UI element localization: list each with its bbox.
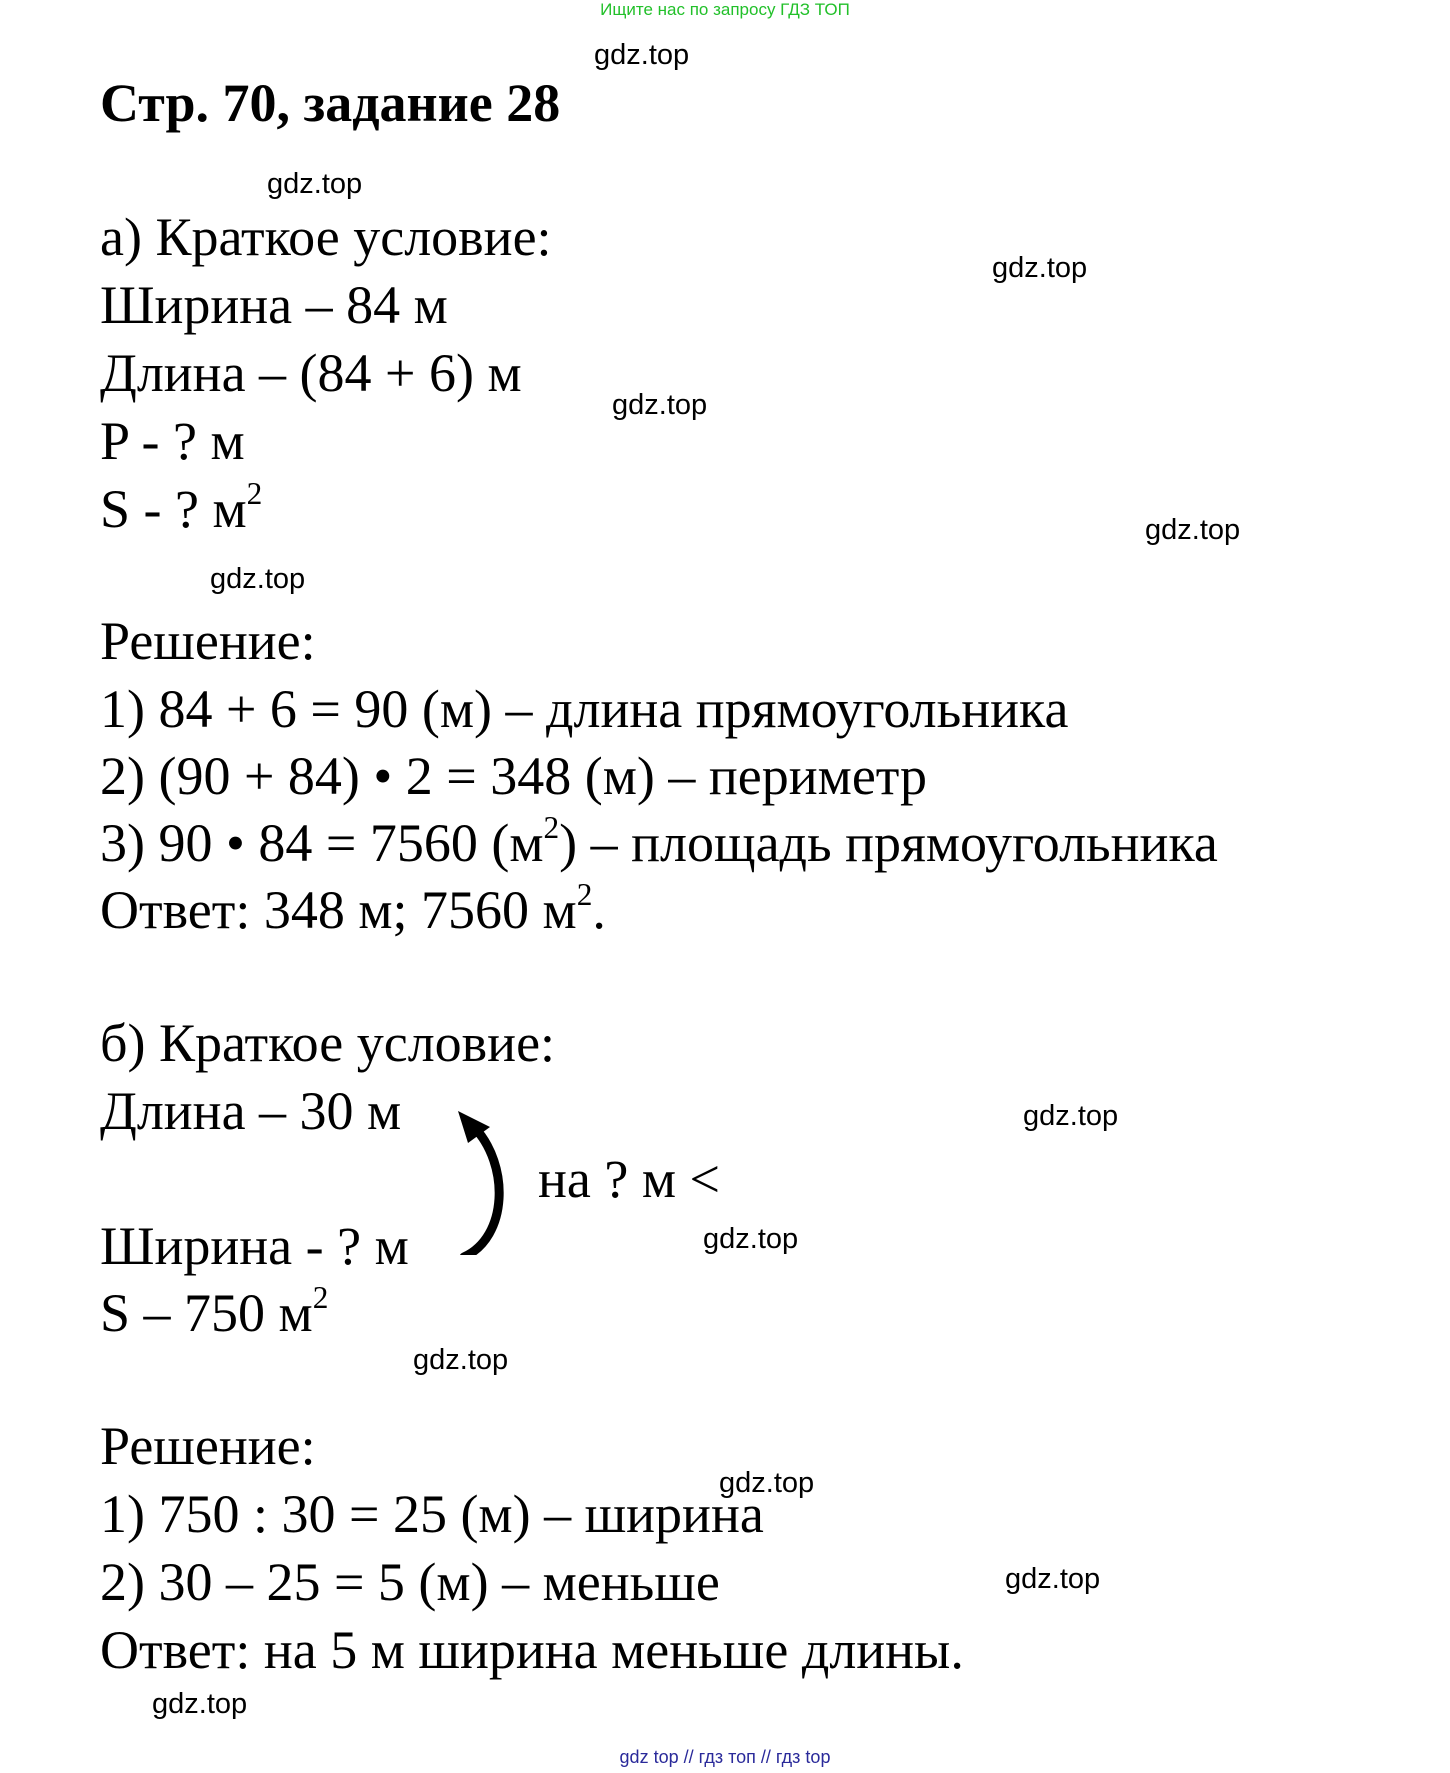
watermark: gdz.top xyxy=(612,389,708,421)
part-a-answer-pre: Ответ: 348 м; 7560 м xyxy=(100,880,577,940)
part-b-step-1: 1) 750 : 30 = 25 (м) – ширина xyxy=(100,1484,764,1544)
part-a-answer-post: . xyxy=(592,880,606,940)
part-a-answer xyxy=(100,877,606,951)
watermark: gdz.top xyxy=(1145,514,1241,546)
watermark: gdz.top xyxy=(1023,1100,1119,1132)
part-a-solution-heading: Решение: xyxy=(100,611,316,671)
part-a-area xyxy=(100,476,262,550)
part-b-answer: Ответ: на 5 м ширина меньше длины. xyxy=(100,1620,964,1680)
part-a-step-3 xyxy=(100,810,1218,884)
watermark: gdz.top xyxy=(594,39,690,71)
part-a-answer-exponent: 2 xyxy=(576,876,593,912)
watermark: gdz.top xyxy=(210,563,306,595)
watermark: gdz.top xyxy=(152,1688,248,1720)
comparison-arrow-icon xyxy=(450,1105,530,1255)
part-b-width: Ширина - ? м xyxy=(100,1216,409,1276)
part-a-step-2: 2) (90 + 84) • 2 = 348 (м) – периметр xyxy=(100,746,928,806)
part-b-heading: б) Краткое условие: xyxy=(100,1013,556,1073)
part-a-width: Ширина – 84 м xyxy=(100,275,448,335)
part-a-step-3-post: ) – площадь прямоугольника xyxy=(559,813,1218,873)
part-a-area-text: S - ? м xyxy=(100,479,247,539)
part-a-length: Длина – (84 + 6) м xyxy=(100,343,522,403)
watermark: gdz.top xyxy=(703,1223,799,1255)
part-a-step-3-pre: 3) 90 • 84 = 7560 (м xyxy=(100,813,544,873)
part-b-area xyxy=(100,1280,328,1354)
part-b-step-2: 2) 30 – 25 = 5 (м) – меньше xyxy=(100,1552,720,1612)
part-b-comparison: на ? м < xyxy=(538,1149,720,1209)
watermark: gdz.top xyxy=(413,1344,509,1376)
part-a-area-exponent: 2 xyxy=(246,475,263,511)
page-title: Стр. 70, задание 28 xyxy=(100,73,561,133)
part-a-step-1: 1) 84 + 6 = 90 (м) – длина прямоугольника xyxy=(100,679,1069,739)
part-a-perimeter: P - ? м xyxy=(100,411,245,471)
part-b-area-exponent: 2 xyxy=(312,1279,329,1315)
watermark: gdz.top xyxy=(719,1467,815,1499)
watermark: gdz.top xyxy=(267,168,363,200)
part-a-step-3-exponent: 2 xyxy=(543,809,560,845)
watermark: gdz.top xyxy=(992,252,1088,284)
part-b-solution-heading: Решение: xyxy=(100,1416,316,1476)
part-b-area-text: S – 750 м xyxy=(100,1283,313,1343)
watermark: gdz.top xyxy=(1005,1563,1101,1595)
search-hint: Ищите нас по запросу ГДЗ ТОП xyxy=(600,0,850,19)
footer-links: gdz top // гдз топ // гдз top xyxy=(619,1747,831,1767)
part-b-length: Длина – 30 м xyxy=(100,1081,402,1141)
part-a-heading: а) Краткое условие: xyxy=(100,207,552,267)
